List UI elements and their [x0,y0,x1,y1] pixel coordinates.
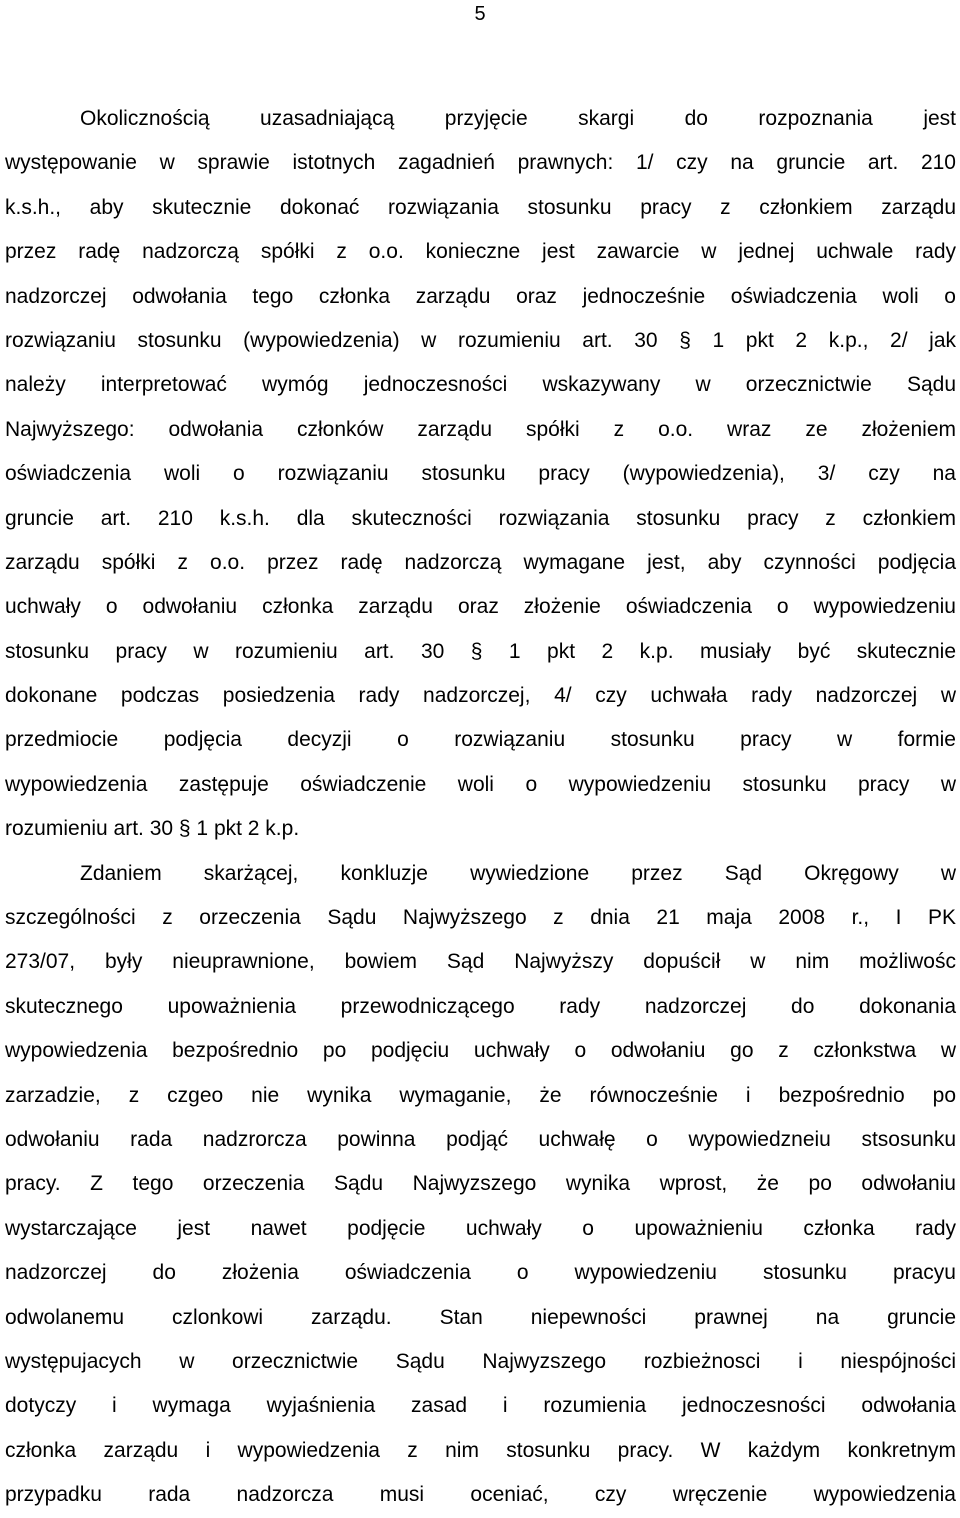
text-line: rozwiązaniu stosunku (wypowiedzenia) w rozumieniu art. 30 § 1 pkt 2 k.p., 2/ jak [5,328,956,352]
text-line: występowanie w sprawie istotnych zagadnień prawnych: 1/ czy na gruncie art. 210 [5,151,956,175]
text-line: 273/07, były nieuprawnione, bowiem Sąd Najwyższy dopuścił w nim możliwośc [5,950,956,974]
text-line: odwolanemu czlonkowi zarządu. Stan niepewności prawnej na gruncie [5,1305,956,1329]
text-line: wypowiedzenia bezpośrednio po podjęciu uchwały o odwołaniu go z członkstwa w [5,1039,956,1063]
text-line: zarządu spółki z o.o. przez radę nadzorczą wymagane jest, aby czynności podjęcia [5,550,956,574]
page-number: 5 [474,3,486,25]
text-line: skutecznego upoważnienia przewodniczącego rady nadzorczej do dokonania [5,994,956,1018]
text-line: odwołaniu rada nadzrorcza powinna podjąć uchwałę o wypowiedzneiu stsosunku [5,1127,956,1151]
text-line: przypadku rada nadzorcza musi oceniać, czy wręczenie wypowiedzenia [5,1483,956,1507]
document-body [5,97,956,1518]
text-line: przez radę nadzorczą spółki z o.o. konieczne jest zawarcie w jednej uchwale rady [5,240,956,264]
text-line: dotyczy i wymaga wyjaśnienia zasad i rozumienia jednoczesności odwołania [5,1394,956,1418]
text-line: wypowiedzenia zastępuje oświadczenie woli o wypowiedzeniu stosunku pracy w [5,772,956,796]
text-line: Zdaniem skarżącej, konkluzje wywiedzione przez Sąd Okręgowy w [80,861,956,885]
paragraph-appellant-position [5,852,956,1518]
text-line: Najwyższego: odwołania członków zarządu spółki z o.o. wraz ze złożeniem [5,417,956,441]
text-line: oświadczenia woli o rozwiązaniu stosunku pracy (wypowiedzenia), 3/ czy na [5,462,956,486]
text-line: wystarczające jest nawet podjęcie uchwały o upoważnieniu członka rady [5,1216,956,1240]
paragraph-grounds-for-appeal [5,97,956,852]
text-line: uchwały o odwołaniu członka zarządu oraz złożenie oświadczenia o wypowiedzeniu [5,595,956,619]
text-line: Okolicznością uzasadniającą przyjęcie skargi do rozpoznania jest [80,107,956,130]
text-line: należy interpretować wymóg jednoczesności wskazywany w orzecznictwie Sądu [5,373,956,397]
text-line: dokonane podczas posiedzenia rady nadzorczej, 4/ czy uchwała rady nadzorczej w [5,684,956,708]
text-line: pracy. Z tego orzeczenia Sądu Najwyzszego wynika wprost, że po odwołaniu [5,1172,956,1196]
text-line: szczególności z orzeczenia Sądu Najwyższego z dnia 21 maja 2008 r., I PK [5,906,956,930]
text-line: k.s.h., aby skutecznie dokonać rozwiązania stosunku pracy z członkiem zarządu [5,195,956,219]
text-line: stosunku pracy w rozumieniu art. 30 § 1 pkt 2 k.p. musiały być skutecznie [5,639,956,663]
text-line: przedmiocie podjęcia decyzji o rozwiązaniu stosunku pracy w formie [5,728,956,752]
text-line: rozumieniu art. 30 § 1 pkt 2 k.p. [5,817,300,841]
text-line: gruncie art. 210 k.s.h. dla skuteczności rozwiązania stosunku pracy z członkiem [5,506,956,530]
text-line: nadzorczej do złożenia oświadczenia o wypowiedzeniu stosunku pracyu [5,1261,956,1285]
text-line: członka zarządu i wypowiedzenia z nim stosunku pracy. W każdym konkretnym [5,1438,956,1462]
text-line: nadzorczej odwołania tego członka zarządu oraz jednocześnie oświadczenia woli o [5,284,956,308]
text-line: występujacych w orzecznictwie Sądu Najwyzszego rozbieżnosci i niespójności [5,1349,956,1373]
text-line: zarzadzie, z czgeo nie wynika wymaganie, że równocześnie i bezpośrednio po [5,1083,956,1107]
